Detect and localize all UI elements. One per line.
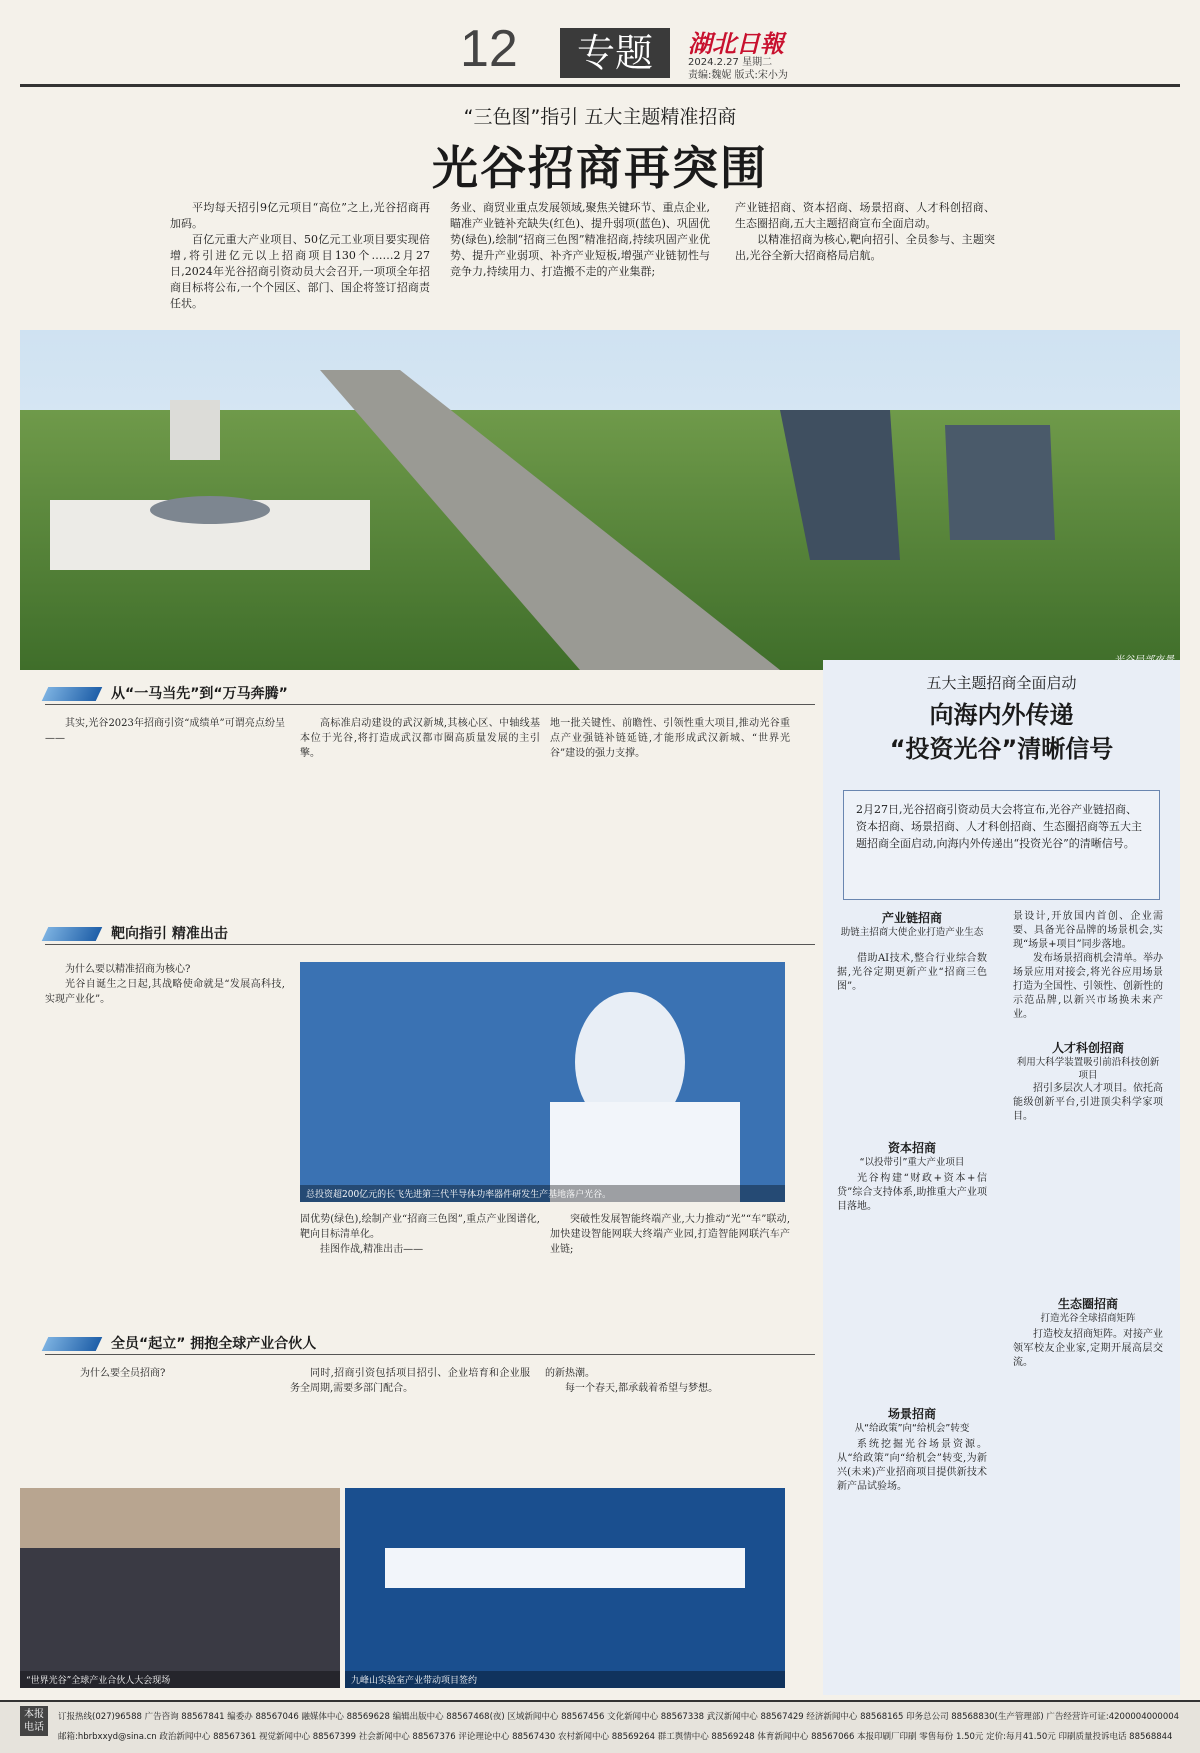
issue-date: 2024.2.27 星期二 bbox=[688, 57, 773, 68]
section-title: 全员“起立” 拥抱全球产业合伙人 bbox=[111, 1336, 317, 1352]
section2-column-1 bbox=[45, 962, 285, 1007]
city-skyline-illustration bbox=[20, 330, 1180, 670]
section1-column-2 bbox=[300, 716, 540, 761]
paragraph: 为什么要全员招商? bbox=[80, 1368, 166, 1379]
section-title: 从“一马当先”到“万马奔腾” bbox=[111, 686, 288, 702]
paragraph: 突破性发展智能终端产业,大力推动“光”“车”联动,加快建设智能网联大终端产业园,打造智能网联汽车产业链; bbox=[550, 1214, 790, 1255]
lead-column-3 bbox=[735, 200, 995, 264]
paragraph: 每一个春天,都承载着希望与梦想。 bbox=[565, 1383, 719, 1394]
photo-caption: 九峰山实验室产业带动项目签约 bbox=[345, 1671, 785, 1688]
cleanroom-photo bbox=[300, 962, 785, 1202]
paragraph: 发布场景招商机会清单。举办场景应用对接会,将光谷应用场景打造为全国性、引领性、创新性的示范品牌,以新兴市场换未来产业。 bbox=[1013, 953, 1163, 1020]
paragraph: 同时,招商引资包括项目招引、企业培育和企业服务全周期,需要多部门配合。 bbox=[290, 1368, 530, 1394]
paragraph: 的新热潮。 bbox=[545, 1368, 595, 1379]
sidebar-item-body bbox=[1013, 1082, 1163, 1124]
sidebar-intro-box: 2月27日,光谷招商引资动员大会将宣布,光谷产业链招商、资本招商、场景招商、人才科创招商、生态圈招商等五大主题招商全面启动,向海内外传递出“投资光谷”的清晰信号。 bbox=[843, 790, 1160, 900]
sidebar-right-column bbox=[1013, 910, 1163, 1022]
item-title: 场景招商 bbox=[887, 1407, 936, 1421]
section2-column-3 bbox=[550, 1212, 790, 1257]
heading-accent-bar bbox=[42, 687, 103, 701]
paragraph: 其实,光谷2023年招商引资“成绩单”可谓亮点纷呈—— bbox=[45, 718, 285, 744]
heading-rule bbox=[45, 1354, 815, 1355]
paragraph: 百亿元重大产业项目、50亿元工业项目要实现倍增,将引进亿元以上招商项目130个……2月27日,2024年光谷招商引资动员大会召开,一项项全年招商目标将公布,一个个园区、部门、国企将签订招商责任状。 bbox=[170, 233, 430, 310]
sidebar-item-heading bbox=[1013, 1040, 1163, 1082]
section-heading-1 bbox=[45, 683, 815, 705]
section-heading-3 bbox=[45, 1333, 815, 1355]
sidebar-panel bbox=[823, 660, 1180, 1695]
cleanroom-illustration bbox=[300, 962, 785, 1202]
section1-column-1 bbox=[45, 716, 285, 746]
sidebar-item-body bbox=[837, 952, 987, 994]
paragraph: 为什么要以精准招商为核心? bbox=[65, 964, 191, 975]
conference-audience-photo bbox=[20, 1488, 340, 1688]
item-subtitle: 助链主招商大使企业打造产业生态 bbox=[840, 927, 984, 938]
paragraph: 以精准招商为核心,靶向招引、全员参与、主题突出,光谷全新大招商格局启航。 bbox=[735, 233, 995, 262]
lead-column-1 bbox=[170, 200, 430, 312]
audience-illustration bbox=[20, 1488, 340, 1688]
page-number: 12 bbox=[460, 20, 518, 78]
section1-column-3 bbox=[550, 716, 790, 761]
paragraph: 产业链招商、资本招商、场景招商、人才科创招商、生态圈招商,五大主题招商宣布全面启动。 bbox=[735, 201, 995, 230]
paragraph: 招引多层次人才项目。依托高能级创新平台,引进顶尖科学家项目。 bbox=[1013, 1083, 1163, 1122]
item-title: 生态圈招商 bbox=[1057, 1297, 1118, 1311]
section3-column-1 bbox=[60, 1366, 275, 1381]
paragraph: 光谷自诞生之日起,其战略使命就是“发展高科技,实现产业化”。 bbox=[45, 979, 285, 1005]
issue-editors: 责编:魏妮 版式:宋小为 bbox=[688, 70, 788, 81]
paragraph: 高标准启动建设的武汉新城,其核心区、中轴线基本位于光谷,将打造成武汉都市圈高质量发展的主引擎。 bbox=[300, 718, 540, 759]
photo-caption: 总投资超200亿元的长飞先进第三代半导体功率器件研发生产基地落户光谷。 bbox=[300, 1185, 785, 1202]
section3-column-2 bbox=[290, 1366, 530, 1396]
article-kicker: “三色图”指引 五大主题精准招商 bbox=[463, 106, 737, 128]
sidebar-item-body bbox=[1013, 1328, 1163, 1370]
sidebar-title-line-2: “投资光谷”清晰信号 bbox=[889, 735, 1114, 763]
paragraph: 系统挖掘光谷场景资源。从“给政策”向“给机会”转变,为新兴(未来)产业招商项目提供新技术新产品试验场。 bbox=[837, 1439, 987, 1492]
sidebar-item-heading bbox=[1013, 1296, 1163, 1325]
item-title: 人才科创招商 bbox=[1051, 1041, 1124, 1055]
heading-accent-bar bbox=[42, 927, 103, 941]
paragraph: 打造校友招商矩阵。对接产业领军校友企业家,定期开展高层交流。 bbox=[1013, 1329, 1163, 1368]
paragraph: 景设计,开放国内首创、企业需要、具备光谷品牌的场景机会,实现“场景+项目”同步落地。 bbox=[1013, 911, 1163, 950]
sidebar-title-line-1: 向海内外传递 bbox=[929, 701, 1074, 729]
paragraph: 借助AI技术,整合行业综合数据,光谷定期更新产业“招商三色图”。 bbox=[837, 953, 987, 992]
article-headline: 光谷招商再突围 bbox=[432, 141, 768, 195]
paragraph: 地一批关键性、前瞻性、引领性重大项目,推动光谷重点产业强链补链延链,才能形成武汉新城、“世界光谷”建设的强力支撑。 bbox=[550, 718, 790, 759]
sidebar-title bbox=[823, 698, 1180, 766]
newspaper-logo: 湖北日報 bbox=[688, 29, 784, 58]
issue-meta bbox=[688, 56, 788, 82]
item-subtitle: “以投带引”重大产业项目 bbox=[859, 1157, 965, 1168]
lead-column-2 bbox=[450, 200, 710, 280]
section3-column-3 bbox=[545, 1366, 785, 1396]
section2-column-2 bbox=[300, 1212, 540, 1257]
footer-label: 本报电话 bbox=[20, 1706, 48, 1736]
item-title: 资本招商 bbox=[887, 1141, 936, 1155]
heading-rule bbox=[45, 944, 815, 945]
masthead-rule bbox=[20, 84, 1180, 87]
item-subtitle: 从“给政策”向“给机会”转变 bbox=[854, 1423, 970, 1434]
heading-accent-bar bbox=[42, 1337, 103, 1351]
item-title: 产业链招商 bbox=[881, 911, 942, 925]
hero-city-photo bbox=[20, 330, 1180, 670]
photo-caption: “世界光谷”全球产业合伙人大会现场 bbox=[20, 1671, 340, 1688]
footer-line-2: 邮箱:hbrbxxyd@sina.cn 政治新闻中心 88567361 视觉新闻中心 88567399 社会新闻中心 88567376 评论理论中心 88567430 农村新闻中心 88569264 群工舆情中心 88569248 体育新闻中心 88567066 本报印刷厂印刷 零售每份 1.50元 定价:每月41.50元 印刷质量投诉电话 88568844 bbox=[58, 1732, 1173, 1742]
paragraph: 光谷构建“财政+资本+信贷”综合支持体系,助推重大产业项目落地。 bbox=[837, 1173, 987, 1212]
paragraph: 固优势(绿色),绘制产业“招商三色图”,重点产业图谱化,靶向目标清单化。 bbox=[300, 1214, 540, 1240]
signing-stage-illustration bbox=[345, 1488, 785, 1688]
sidebar-item-heading bbox=[837, 910, 987, 939]
footer-line-1: 订报热线(027)96588 广告咨询 88567841 编委办 88567046 融媒体中心 88569628 编辑出版中心 88567468(夜) 区域新闻中心 88567456 文化新闻中心 88567338 武汉新闻中心 88567429 经济新闻中心 88568165 印务总公司 88568830(生产管理部) 广告经营许可证:4200004000004 bbox=[58, 1712, 1180, 1722]
footer-info-bar bbox=[0, 1700, 1200, 1753]
section-heading-2 bbox=[45, 923, 815, 945]
sidebar-item-heading bbox=[837, 1140, 987, 1169]
sidebar-item-heading bbox=[837, 1406, 987, 1435]
sidebar-subtitle: 五大主题招商全面启动 bbox=[926, 674, 1077, 692]
sidebar-item-body bbox=[837, 1172, 987, 1214]
item-subtitle: 利用大科学装置吸引前沿科技创新项目 bbox=[1016, 1057, 1160, 1081]
masthead bbox=[20, 20, 1180, 85]
paragraph: 挂图作战,精准出击—— bbox=[320, 1244, 424, 1255]
section-title: 靶向指引 精准出击 bbox=[111, 926, 228, 942]
signing-ceremony-photo bbox=[345, 1488, 785, 1688]
item-subtitle: 打造光谷全球招商矩阵 bbox=[1040, 1313, 1136, 1324]
paragraph: 务业、商贸业重点发展领域,聚焦关键环节、重点企业,瞄准产业链补充缺失(红色)、提升弱项(蓝色)、巩固优势(绿色),绘制“招商三色图”精准招商,持续巩固产业优势、提升产业弱项、补齐产业短板,增强产业链韧性与竞争力,持续用力、打造搬不走的产业集群; bbox=[450, 201, 710, 278]
section-label: 专题 bbox=[560, 28, 670, 78]
sidebar-item-body bbox=[837, 1438, 987, 1494]
heading-rule bbox=[45, 704, 815, 705]
paragraph: 平均每天招引9亿元项目“高位”之上,光谷招商再加码。 bbox=[170, 201, 430, 230]
